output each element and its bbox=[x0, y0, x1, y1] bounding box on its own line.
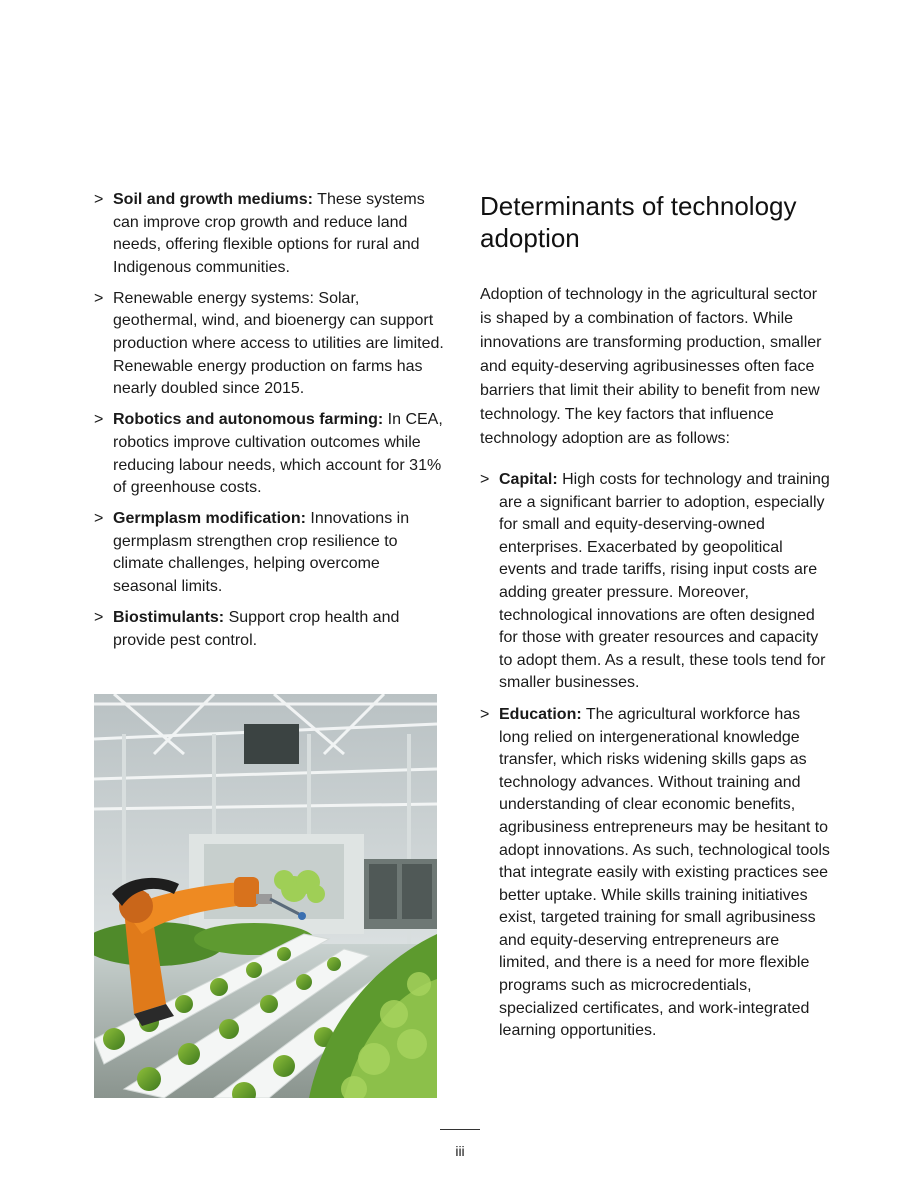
greenhouse-robot-photo bbox=[94, 694, 437, 1098]
right-column bbox=[480, 190, 830, 1052]
page-number: iii bbox=[455, 1143, 465, 1159]
list-item: > Robotics and autonomous farming: In CEA, robotics improve cultivation outcomes while reducing labour needs, which account for 31% of greenhouse costs. bbox=[94, 411, 443, 497]
list-item: > Capital: High costs for technology and training are a significant barrier to adoption, especially for small and equity-deserving-owned enterprises. Exacerbated by geopolitical events and trade tariffs, rising input costs are adding greater pressure. Moreover, technological innovations are often designed for those with greater resources and capacity to adopt them. As a result, these tools tend for smaller businesses. bbox=[480, 471, 830, 692]
left-column bbox=[94, 189, 444, 661]
intro-paragraph: Adoption of technology in the agricultural sector is shaped by a combination of factors. While innovations are transforming production, smaller and equity-deserving agribusinesses often face barriers that limit their ability to benefit from new technology. The key factors that influence technology adoption are as follows: bbox=[480, 286, 822, 447]
footer-rule bbox=[440, 1129, 480, 1130]
list-item: > Biostimulants: Support crop health and provide pest control. bbox=[94, 609, 400, 649]
list-item: > Education: The agricultural workforce has long relied on intergenerational knowledge transfer, which risks widening skills gaps as technology advances. Without training and understanding of clear economic benefits, agribusiness entrepreneurs may be hesitant to adopt innovations. As such, technological tools that integrate easily with existing practices see better uptake. While skills training initiatives exist, targeted training for small agribusiness and equity-deserving entrepreneurs are limited, and there is a need for more flexible programs such as microcredentials, specialized certificates, and work-integrated learning opportunities. bbox=[480, 705, 830, 1040]
determinants-list bbox=[480, 469, 830, 1043]
list-item: > Renewable energy systems: Solar, geothermal, wind, and bioenergy can support production where access to utilities are limited. Renewable energy production on farms has nearly doubled since 2015. bbox=[94, 289, 444, 398]
technology-list bbox=[94, 189, 444, 652]
section-heading: Determinants of technology adoption bbox=[480, 191, 797, 253]
list-item: > Germplasm modification: Innovations in germplasm strengthen crop resilience to climate challenges, helping overcome seasonal limits. bbox=[94, 510, 410, 595]
list-item: > Soil and growth mediums: These systems can improve crop growth and reduce land needs, offering flexible options for rural and Indigenous communities. bbox=[94, 191, 425, 276]
